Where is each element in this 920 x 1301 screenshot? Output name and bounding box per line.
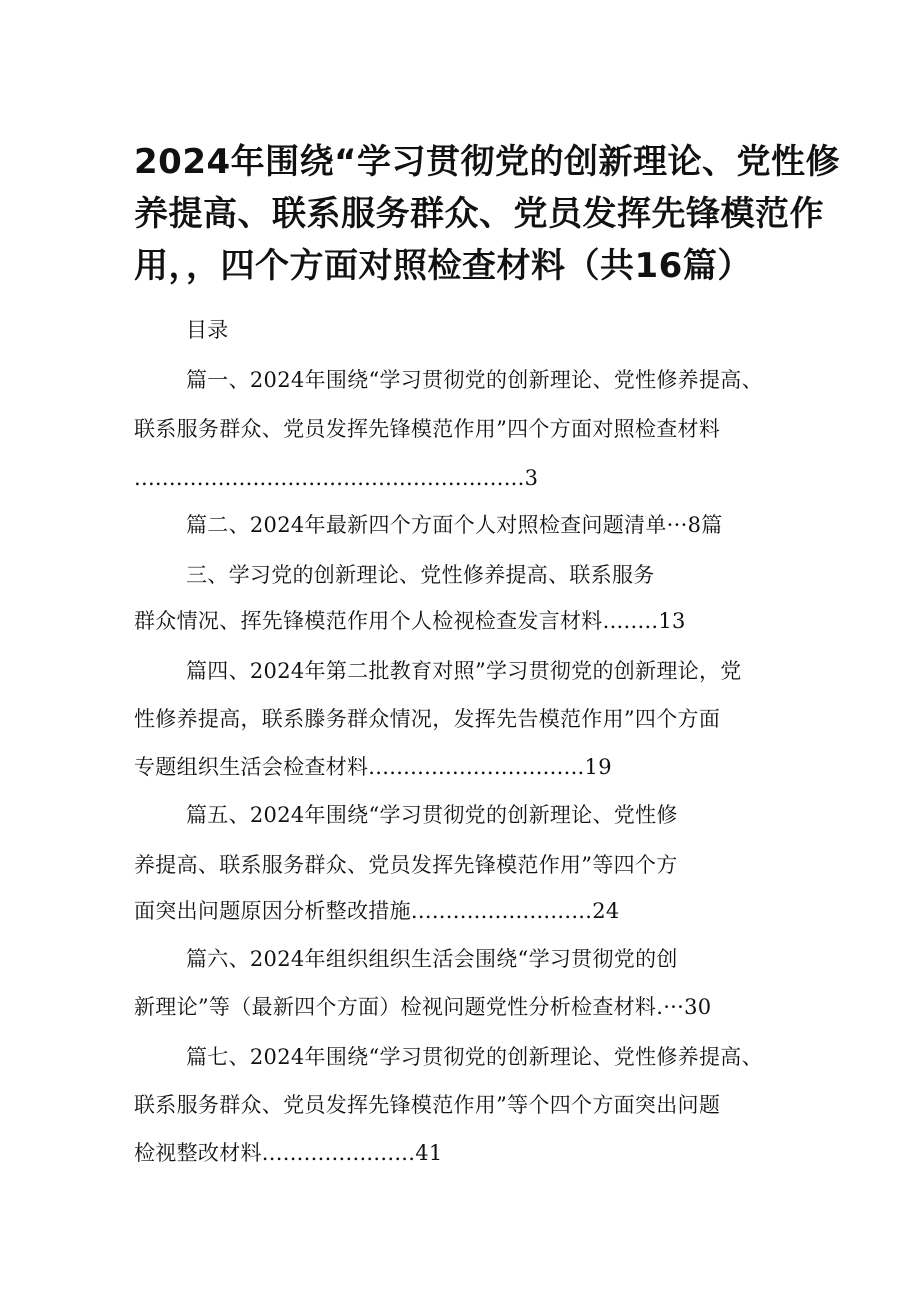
toc-line-1: 篇一、2024年围绕“学习贯彻党的创新理论、党性修养提高、 bbox=[186, 368, 763, 392]
toc-line-17: 检视整改材料......................41 bbox=[134, 1141, 443, 1165]
toc-line-7: 篇四、2024年第二批教育对照”学习贯彻党的创新理论，党 bbox=[186, 659, 742, 683]
toc-line-2: 联系服务群众、党员发挥先锋模范作用”四个方面对照检查材料 bbox=[134, 417, 721, 441]
toc-line-12: 面突出问题原因分析整改措施..........................24 bbox=[134, 899, 620, 923]
toc-line-5: 三、学习党的创新理论、党性修养提高、联系服务 bbox=[186, 563, 655, 587]
toc-line-14: 新理论”等（最新四个方面）检视问题党性分析检查材料.···30 bbox=[134, 995, 712, 1019]
title-line-1: 2024年围绕“学习贯彻党的创新理论、党性修 bbox=[134, 142, 840, 182]
toc-line-3: ........................................................3 bbox=[134, 466, 539, 490]
toc-line-10: 篇五、2024年围绕“学习贯彻党的创新理论、党性修 bbox=[186, 803, 678, 827]
toc-line-4: 篇二、2024年最新四个方面个人对照检查问题清单···8篇 bbox=[186, 513, 723, 537]
toc-line-11: 养提高、联系服务群众、党员发挥先锋模范作用”等四个方 bbox=[134, 853, 678, 877]
toc-line-16: 联系服务群众、党员发挥先锋模范作用”等个四个方面突出问题 bbox=[134, 1093, 721, 1117]
title-line-3: 用，，四个方面对照检查材料（共16篇） bbox=[134, 246, 752, 286]
toc-line-9: 专题组织生活会检查材料...............................19 bbox=[134, 755, 612, 779]
toc-line-8: 性修养提高，联系滕务群众情况，发挥先告模范作用”四个方面 bbox=[134, 707, 721, 731]
document-title bbox=[134, 136, 840, 292]
toc-line-13: 篇六、2024年组织组织生活会围绕“学习贯彻党的创 bbox=[186, 947, 678, 971]
toc-line-6: 群众情况、挥先锋模范作用个人检视检查发言材料........13 bbox=[134, 609, 686, 633]
toc-line-15: 篇七、2024年围绕“学习贯彻党的创新理论、党性修养提高、 bbox=[186, 1045, 763, 1069]
toc-heading: 目录 bbox=[186, 318, 229, 342]
title-line-2: 养提高、联系服务群众、党员发挥先锋模范作 bbox=[134, 194, 824, 234]
